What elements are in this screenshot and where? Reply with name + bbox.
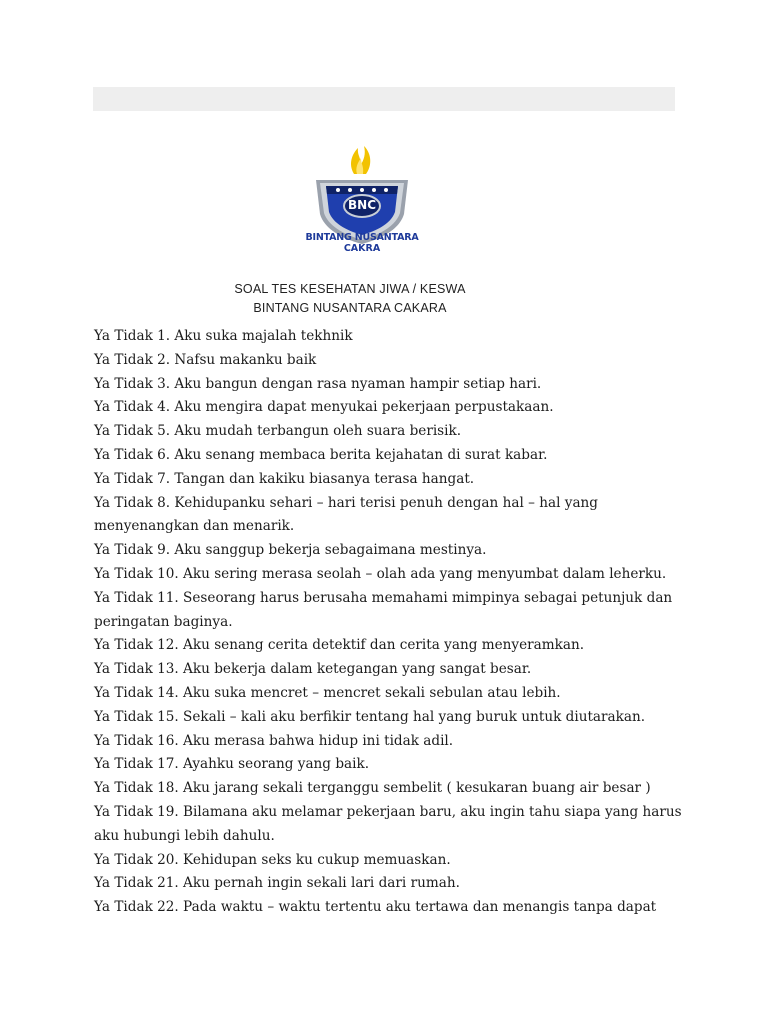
question-line: Ya Tidak 1. Aku suka majalah tekhnik <box>94 328 353 344</box>
question-line-continued: menyenangkan dan menarik. <box>94 518 295 535</box>
question-line: Ya Tidak 20. Kehidupan seks ku cukup memuaskan. <box>94 851 451 868</box>
question-line: Ya Tidak 21. Aku pernah ingin sekali lari dari rumah. <box>94 875 460 892</box>
logo-caption-line2: CAKRA <box>343 243 381 254</box>
question-line: Ya Tidak 22. Pada waktu – waktu tertentu aku tertawa dan menangis tanpa dapat <box>94 899 657 916</box>
question-line: Ya Tidak 18. Aku jarang sekali terganggu sembelit ( kesukaran buang air besar ) <box>94 780 651 797</box>
question-list <box>94 325 694 920</box>
question-line: Ya Tidak 17. Ayahku seorang yang baik. <box>94 756 370 773</box>
question-line: Ya Tidak 4. Aku mengira dapat menyukai pekerjaan perpustakaan. <box>94 399 554 416</box>
question-line: Ya Tidak 2. Nafsu makanku baik <box>94 351 317 368</box>
question-line: Ya Tidak 10. Aku sering merasa seolah – olah ada yang menyumbat dalam leherku. <box>94 565 667 582</box>
question-line: Ya Tidak 11. Seseorang harus berusaha memahami mimpinya sebagai petunjuk dan <box>94 589 673 606</box>
question-line: Ya Tidak 7. Tangan dan kakiku biasanya terasa hangat. <box>94 470 475 487</box>
question-line: Ya Tidak 3. Aku bangun dengan rasa nyaman hampir setiap hari. <box>94 375 542 392</box>
question-line: Ya Tidak 6. Aku senang membaca berita kejahatan di surat kabar. <box>94 446 548 463</box>
logo-caption-line1: BINTANG NUSANTARA <box>305 232 419 243</box>
question-line: Ya Tidak 9. Aku sanggup bekerja sebagaimana mestinya. <box>94 542 487 559</box>
document-title <box>150 280 550 318</box>
logo-badge-text: BNC <box>348 198 376 212</box>
question-line: Ya Tidak 14. Aku suka mencret – mencret sekali sebulan atau lebih. <box>94 684 561 701</box>
question-line: Ya Tidak 12. Aku senang cerita detektif dan cerita yang menyeramkan. <box>94 637 585 654</box>
title-line-1: SOAL TES KESEHATAN JIWA / KESWA <box>234 282 466 296</box>
question-line: Ya Tidak 5. Aku mudah terbangun oleh suara berisik. <box>94 423 462 440</box>
question-line-continued: peringatan baginya. <box>94 613 233 630</box>
top-banner-bar <box>93 87 675 111</box>
question-line: Ya Tidak 19. Bilamana aku melamar pekerjaan baru, aku ingin tahu siapa yang harus <box>94 803 682 820</box>
question-line: Ya Tidak 13. Aku bekerja dalam ketegangan yang sangat besar. <box>94 661 532 678</box>
question-line: Ya Tidak 16. Aku merasa bahwa hidup ini tidak adil. <box>94 732 454 749</box>
question-line: Ya Tidak 15. Sekali – kali aku berfikir tentang hal yang buruk untuk diutarakan. <box>94 708 646 725</box>
question-line-continued: aku hubungi lebih dahulu. <box>94 827 275 844</box>
bnc-logo <box>300 140 424 258</box>
question-line: Ya Tidak 8. Kehidupanku sehari – hari terisi penuh dengan hal – hal yang <box>94 494 599 511</box>
title-line-2: BINTANG NUSANTARA CAKARA <box>253 301 447 315</box>
